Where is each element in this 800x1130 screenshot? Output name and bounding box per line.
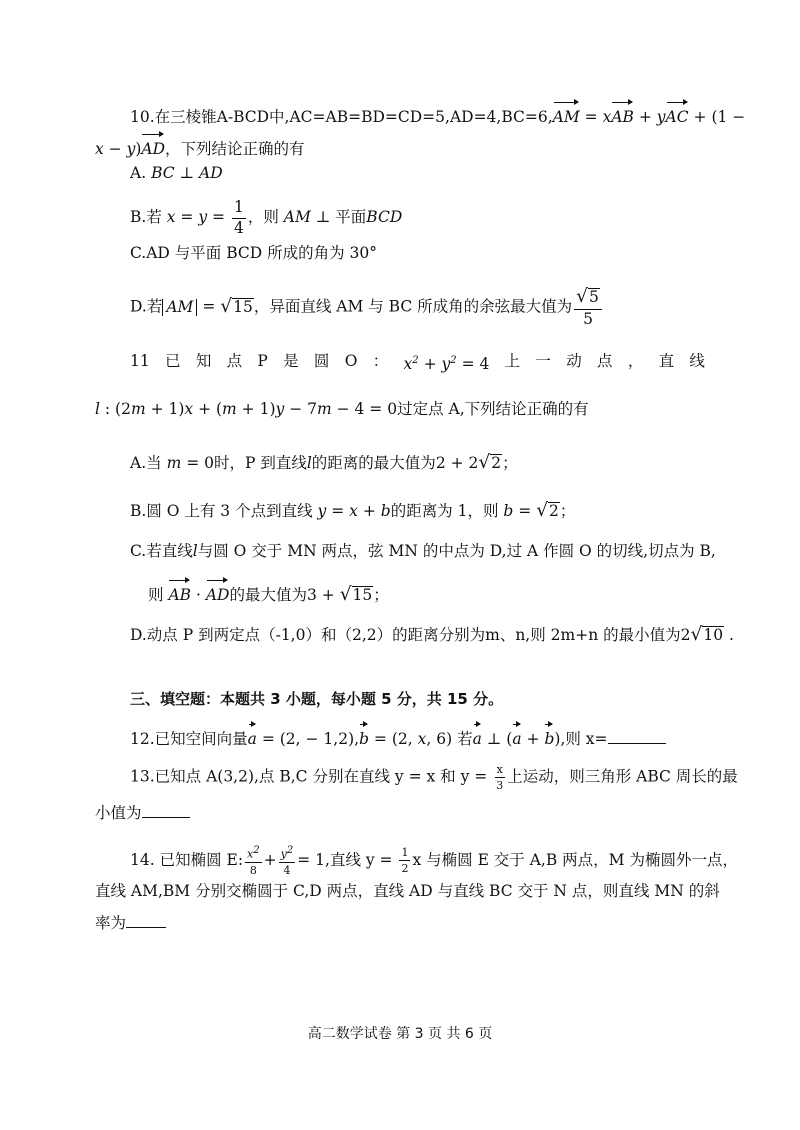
q10-vector-equation: AM = xAB + yAC + (1 −: [553, 108, 746, 126]
q10-option-b: [130, 200, 402, 236]
q14-line3: [95, 912, 166, 934]
q13-line1: [130, 764, 738, 791]
q11-word: ：: [372, 352, 389, 370]
q13-answer-blank[interactable]: [142, 803, 190, 818]
q10-option-b-math2: AM ⊥: [283, 208, 331, 226]
q10-option-b-tail: 平面: [335, 208, 367, 226]
q12-prefix: 12.已知空间向量: [130, 730, 248, 748]
q11-word: 11: [130, 352, 150, 370]
q11-option-a: A.当 m = 0时，P 到直线l的距离的最大值为2 + 2 √ 2 ；: [130, 452, 518, 473]
q11-line-equation: l : (2m + 1)x + (m + 1)y − 7m − 4 = 0: [95, 400, 398, 418]
q10-option-b-plane: BCD: [366, 208, 403, 226]
q10-option-b-label: B.若: [130, 208, 167, 226]
q11-option-c2-math: AB · AD: [168, 586, 229, 604]
q10-option-c: C.AD 与平面 BCD 所成的角为 30°: [130, 244, 378, 262]
q11-word: 点: [226, 352, 243, 370]
q11-option-c2-answer: 3 + √ 15: [306, 584, 373, 605]
q11-option-a-label: A.当: [130, 454, 167, 472]
q11-option-b-math: y = x + b: [317, 502, 391, 520]
q14-ellipse: $\frac{x^2}{8}$ + $\frac{y^2}{4}$ = 1: [247, 845, 326, 877]
q11-option-b-label: B.圆 O 上有 3 个点到直线: [130, 502, 318, 520]
q11-word: 知: [195, 352, 212, 370]
q11-option-d-answer: 2 √ 10: [680, 624, 724, 645]
q10-option-d-abs: AM: [162, 299, 197, 316]
q11-stem-line2: [95, 398, 589, 420]
q11-option-c-line1: [130, 540, 716, 562]
q11-option-c-line2: 则 AB · AD的最大值为3 + √ 15 ；: [148, 578, 389, 606]
q10-option-d-sqrt: √ 15: [220, 295, 253, 317]
q10-option-a-label: A.: [130, 164, 152, 182]
q11-option-a-answer: 2 + 2 √ 2: [435, 452, 502, 473]
q10-stem-tail: ，下列结论正确的有: [165, 140, 305, 158]
q11-word: 圆: [313, 352, 330, 370]
q11-stem-tail: 过定点 A,下列结论正确的有: [397, 400, 589, 418]
page-footer: 高二数学试卷 第 3 页 共 6 页: [307, 1026, 493, 1042]
q14-mid: ,直线 y =: [325, 850, 398, 869]
q14-line2: 直线 AM,BM 分别交椭圆于 C,D 两点，直线 AD 与直线 BC 交于 N 点，则直线 MN 的斜: [95, 882, 720, 900]
q13-line2: [95, 802, 190, 824]
q11-word: O: [344, 352, 358, 370]
q11-option-d: D.动点 P 到两定点（-1,0）和（2,2）的距离分别为m、n,则 2m+n 的最小值为2 √ 10 .: [130, 624, 734, 645]
q12-answer-blank[interactable]: [608, 729, 666, 744]
q14-tail: x 与椭圆 E 交于 A,B 两点，M 为椭圆外一点，: [412, 850, 738, 869]
q10-stem-line2: [95, 132, 305, 160]
q11-option-b-answer: b = √ 2: [503, 500, 559, 521]
q11-word: 点: [597, 352, 613, 370]
q12-tail: ,则 x=: [560, 730, 608, 748]
q13-tail: 上运动，则三角形 ABC 周长的最: [507, 767, 738, 786]
q10-option-b-mid: ，则: [247, 208, 284, 226]
q11-option-a-mid: 时，P 到直线: [213, 454, 307, 472]
q10-option-d-mid: ，异面直线 AM 与 BC 所成角的余弦最大值为: [253, 297, 573, 316]
q11-word: ，: [627, 352, 644, 370]
q11-word: 动: [566, 352, 582, 370]
q12: [130, 722, 666, 750]
q10-option-a: [130, 162, 223, 184]
q12-condition: a ⊥ (a + b): [473, 730, 561, 748]
q13-fraction: $\frac{x}{3}$: [496, 763, 504, 792]
q10-option-d: D.若 AM = √ 15 ，异面直线 AM 与 BC 所成角的余弦最大值为 √ 5 5: [130, 288, 604, 327]
q11-word: P: [257, 352, 268, 370]
q11-option-c-text: 与圆 O 交于 MN 两点，弦 MN 的中点为 D,过 A 作圆 O 的切线,切点为 B,: [197, 542, 716, 560]
q11-word: 一: [535, 352, 551, 370]
q13-line2-text: 小值为: [95, 804, 142, 822]
q10-option-d-answer: √ 5 5: [574, 288, 602, 327]
q12-mid: 若: [457, 730, 473, 748]
q10-option-a-math: BC ⊥ AD: [151, 164, 223, 182]
q14-line3-text: 率为: [95, 914, 127, 932]
q11-option-c2-mid: 的最大值为: [229, 586, 307, 604]
q11-word: 线: [689, 352, 705, 370]
q11-option-a-math: m = 0: [166, 454, 214, 472]
q11-stem-line1: [130, 350, 705, 375]
q11-option-c-label: C.若直线: [130, 542, 193, 560]
q11-option-c-l: l: [192, 542, 198, 560]
q11-option-a-tail: 的距离的最大值为: [311, 454, 436, 472]
q11-option-b: B.圆 O 上有 3 个点到直线 y = x + b的距离为 1，则 b = √ 2 ；: [130, 500, 576, 521]
q13-prefix: 13.已知点 A(3,2),点 B,C 分别在直线 y = x 和 y =: [130, 767, 493, 786]
q10-option-b-math: x = y = $\frac{1}{4}$: [166, 198, 244, 237]
q14-slope: $\frac{1}{2}$: [401, 846, 409, 876]
q11-word: 上: [504, 352, 521, 370]
q10-vector-equation-cont: x − y)AD: [95, 140, 165, 158]
q10-option-d-label: D.若: [130, 297, 163, 316]
q11-option-a-l: l: [306, 454, 312, 472]
q11-option-b-mid: 的距离为 1，则: [390, 502, 504, 520]
q11-word: 是: [283, 352, 299, 370]
q10-stem-line1: [130, 100, 745, 128]
q14-line1: [130, 846, 738, 876]
q12-vectors: a = (2, − 1,2),b = (2, x, 6): [248, 730, 457, 748]
q14-prefix: 14. 已知椭圆 E:: [130, 850, 244, 869]
section-3-title: 三、填空题：本题共 3 小题，每小题 5 分，共 15 分。: [130, 690, 504, 708]
q11-circle-equation: $x^2 + y^2 = 4$: [403, 355, 490, 374]
q11-word: 直: [658, 352, 675, 370]
q11-option-c2-label: 则: [148, 586, 169, 604]
q10-stem-text: 10.在三棱锥A-BCD中,AC=AB=BD=CD=5,AD=4,BC=6,: [130, 108, 553, 126]
q11-option-d-text: D.动点 P 到两定点（-1,0）和（2,2）的距离分别为m、n,则 2m+n 的最小值为: [130, 626, 681, 644]
q14-answer-blank[interactable]: [126, 913, 166, 928]
q11-word: 已: [165, 352, 181, 370]
